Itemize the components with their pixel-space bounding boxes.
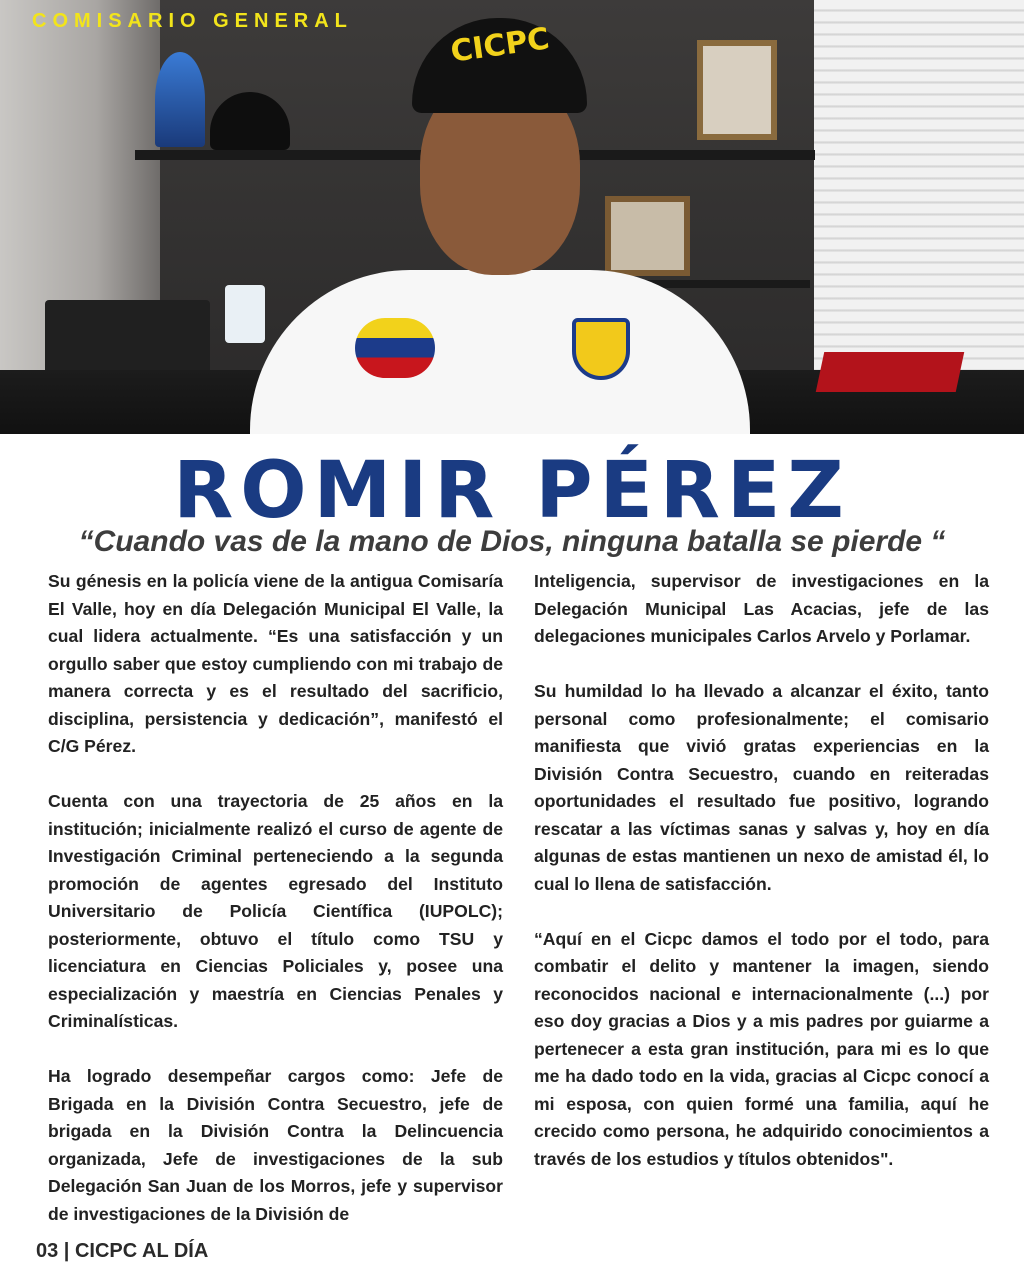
paragraph: Cuenta con una trayectoria de 25 años en la institución; inicialmente realizó el curso de agente de Investigación Criminal perteneciendo a la segunda promoción de agentes egresado del Instituto Universitario de Policía Científica (IUPOLC); posteriormente, obtuvo el título como TSU y licenciatura en Ciencias Policiales y, posee una especialización y maestría en Ciencias Penales y Criminalísticas.	[48, 791, 503, 1031]
cap-logo-text: CICPC	[448, 21, 552, 70]
paragraph: Su génesis en la policía viene de la antigua Comisaría El Valle, hoy en día Delegación Municipal El Valle, la cual lidera actualmente. “Es una satisfacción y un orgullo saber que estoy cumpliendo con mi trabajo de manera correcta y es el resultado del sacrificio, disciplina, persistencia y dedicación”, manifestó el C/G Pérez.	[48, 571, 503, 756]
paragraph: Ha logrado desempeñar cargos como: Jefe de Brigada en la División Contra Secuestro, jefe de brigada en la División Contra la Delincuencia organizada, Jefe de investigaciones de la sub Delegación San Juan de los Morros, jefe y supervisor de investigaciones de la División de	[48, 1066, 503, 1224]
flag-badge	[355, 318, 435, 378]
paragraph: Su humildad lo ha llevado a alcanzar el éxito, tanto personal como profesionalmente; el comisario manifiesta que vivió gratas experiencias en la División Contra Secuestro, cuando en reiteradas oportunidades el resultado fue positivo, logrando rescatar a las víctimas sanas y salvas y, hoy en día algunas de estas mantienen un nexo de amistad él, lo cual lo llena de satisfacción.	[534, 681, 989, 894]
paragraph: “Aquí en el Cicpc damos el todo por el todo, para combatir el delito y mantener la imagen, siendo reconocidos nacional e internacionalmente (...) por eso doy gracias a Dios y a mis padres por guiarme a pertenecer a esta gran institución, para mi es lo que me ha dado todo en la vida, gracias al Cicpc conocí a mi esposa, con quien formé una familia, aquí he crecido como persona, he adquirido conocimientos a través de los estudios y títulos obtenidos".	[534, 928, 989, 1169]
photo-mug	[225, 285, 265, 343]
photo-printer	[45, 300, 210, 380]
photo-red-folder	[816, 352, 965, 392]
page-footer: 03 | CICPC AL DÍA	[36, 1240, 209, 1262]
hero-photo	[0, 0, 1024, 434]
article-title: ROMIR PÉREZ	[173, 446, 851, 536]
cicpc-badge	[572, 318, 630, 380]
left-column	[48, 568, 503, 1228]
section-kicker: COMISARIO GENERAL	[32, 10, 353, 32]
photo-trophy	[155, 52, 205, 147]
paragraph: Inteligencia, supervisor de investigaciones en la Delegación Municipal Las Acacias, jefe de las delegaciones municipales Carlos Arvelo y Porlamar.	[534, 571, 989, 646]
photo-cap-on-shelf	[210, 92, 290, 150]
right-column	[534, 568, 989, 1173]
article-quote: “Cuando vas de la mano de Dios, ninguna batalla se pierde “	[78, 525, 946, 558]
photo-picture-frame	[697, 40, 777, 140]
photo-person-shirt	[250, 270, 750, 434]
photo-picture-frame-small	[605, 196, 690, 276]
